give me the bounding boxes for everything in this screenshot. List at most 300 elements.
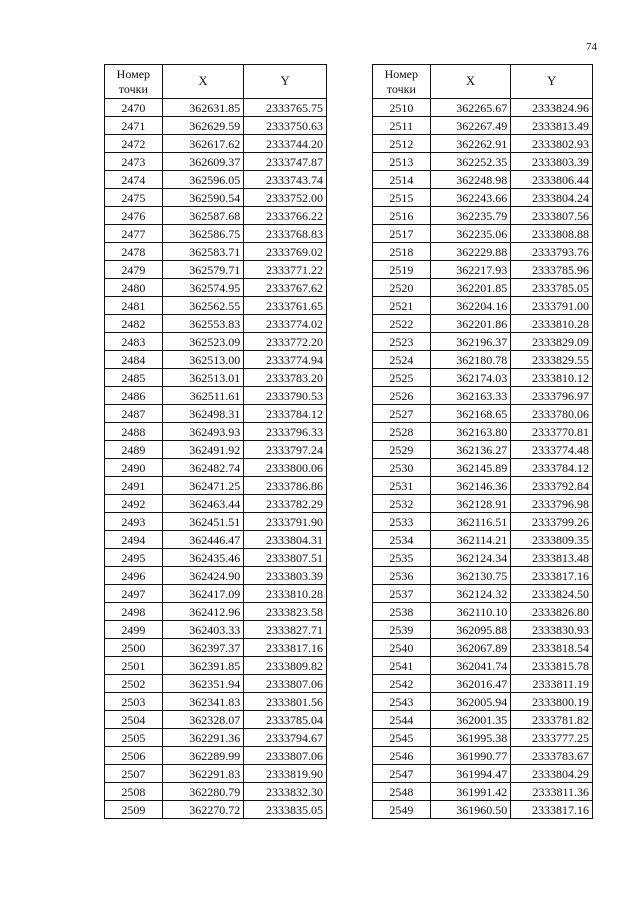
point-number-cell: 2484 — [105, 351, 163, 369]
point-number-cell: 2509 — [105, 801, 163, 819]
page-number: 74 — [586, 41, 597, 53]
y-coordinate-cell: 2333815.78 — [511, 657, 593, 675]
point-number-cell: 2515 — [373, 189, 431, 207]
point-number-cell: 2498 — [105, 603, 163, 621]
point-number-cell: 2494 — [105, 531, 163, 549]
y-coordinate-cell: 2333808.88 — [511, 225, 593, 243]
table-header-row — [373, 65, 593, 99]
point-number-cell: 2502 — [105, 675, 163, 693]
table-row — [373, 765, 593, 783]
table-body-right — [373, 99, 593, 819]
y-coordinate-cell: 2333824.96 — [511, 99, 593, 117]
x-coordinate-cell: 362424.90 — [162, 567, 244, 585]
table-row — [105, 153, 327, 171]
y-coordinate-cell: 2333774.94 — [244, 351, 327, 369]
y-coordinate-cell: 2333767.62 — [244, 279, 327, 297]
y-coordinate-cell: 2333827.71 — [244, 621, 327, 639]
x-coordinate-cell: 361960.50 — [430, 801, 511, 819]
y-coordinate-cell: 2333780.06 — [511, 405, 593, 423]
x-coordinate-cell: 362511.61 — [162, 387, 244, 405]
table-row — [105, 369, 327, 387]
x-coordinate-cell: 362095.88 — [430, 621, 511, 639]
x-coordinate-cell: 362235.06 — [430, 225, 511, 243]
y-coordinate-cell: 2333783.67 — [511, 747, 593, 765]
point-number-cell: 2545 — [373, 729, 431, 747]
point-number-cell: 2487 — [105, 405, 163, 423]
x-coordinate-cell: 362116.51 — [430, 513, 511, 531]
y-coordinate-cell: 2333835.05 — [244, 801, 327, 819]
x-coordinate-cell: 362590.54 — [162, 189, 244, 207]
point-number-cell: 2534 — [373, 531, 431, 549]
y-coordinate-cell: 2333784.12 — [244, 405, 327, 423]
y-coordinate-cell: 2333744.20 — [244, 135, 327, 153]
y-coordinate-cell: 2333810.28 — [511, 315, 593, 333]
y-coordinate-cell: 2333829.55 — [511, 351, 593, 369]
x-coordinate-cell: 362471.25 — [162, 477, 244, 495]
y-coordinate-cell: 2333807.51 — [244, 549, 327, 567]
table-row — [373, 513, 593, 531]
table-row — [105, 729, 327, 747]
point-number-cell: 2525 — [373, 369, 431, 387]
table-row — [373, 639, 593, 657]
x-coordinate-cell: 361991.42 — [430, 783, 511, 801]
point-number-cell: 2533 — [373, 513, 431, 531]
coordinates-table-right — [372, 64, 593, 819]
x-coordinate-cell: 362513.00 — [162, 351, 244, 369]
table-row — [373, 333, 593, 351]
table-row — [373, 531, 593, 549]
table-row — [373, 459, 593, 477]
y-coordinate-cell: 2333807.56 — [511, 207, 593, 225]
point-number-cell: 2544 — [373, 711, 431, 729]
y-coordinate-cell: 2333743.74 — [244, 171, 327, 189]
x-coordinate-cell: 362463.44 — [162, 495, 244, 513]
point-number-cell: 2488 — [105, 423, 163, 441]
table-row — [373, 567, 593, 585]
x-coordinate-cell: 362629.59 — [162, 117, 244, 135]
point-number-cell: 2536 — [373, 567, 431, 585]
y-coordinate-cell: 2333796.33 — [244, 423, 327, 441]
x-coordinate-cell: 362201.85 — [430, 279, 511, 297]
y-coordinate-cell: 2333832.30 — [244, 783, 327, 801]
y-coordinate-cell: 2333783.20 — [244, 369, 327, 387]
x-coordinate-cell: 362235.79 — [430, 207, 511, 225]
table-row — [105, 549, 327, 567]
y-coordinate-cell: 2333791.90 — [244, 513, 327, 531]
point-number-cell: 2511 — [373, 117, 431, 135]
point-number-cell: 2524 — [373, 351, 431, 369]
table-row — [105, 261, 327, 279]
y-coordinate-cell: 2333796.98 — [511, 495, 593, 513]
y-coordinate-cell: 2333818.54 — [511, 639, 593, 657]
point-number-cell: 2540 — [373, 639, 431, 657]
table-row — [373, 243, 593, 261]
table-row — [105, 693, 327, 711]
x-coordinate-cell: 362596.05 — [162, 171, 244, 189]
y-coordinate-cell: 2333777.25 — [511, 729, 593, 747]
x-coordinate-cell: 362446.47 — [162, 531, 244, 549]
x-coordinate-cell: 362265.67 — [430, 99, 511, 117]
y-coordinate-cell: 2333807.06 — [244, 675, 327, 693]
point-number-cell: 2478 — [105, 243, 163, 261]
y-coordinate-cell: 2333784.12 — [511, 459, 593, 477]
table-row — [373, 369, 593, 387]
y-coordinate-cell: 2333823.58 — [244, 603, 327, 621]
table-row — [105, 747, 327, 765]
table-body-left — [105, 99, 327, 819]
x-coordinate-cell: 362201.86 — [430, 315, 511, 333]
y-header: Y — [511, 65, 593, 99]
x-coordinate-cell: 362523.09 — [162, 333, 244, 351]
x-coordinate-cell: 361994.47 — [430, 765, 511, 783]
table-row — [373, 747, 593, 765]
x-coordinate-cell: 362412.96 — [162, 603, 244, 621]
x-coordinate-cell: 362341.83 — [162, 693, 244, 711]
table-row — [105, 315, 327, 333]
point-number-cell: 2490 — [105, 459, 163, 477]
y-coordinate-cell: 2333803.39 — [244, 567, 327, 585]
x-coordinate-cell: 362130.75 — [430, 567, 511, 585]
x-coordinate-cell: 362110.10 — [430, 603, 511, 621]
point-number-cell: 2519 — [373, 261, 431, 279]
y-coordinate-cell: 2333772.20 — [244, 333, 327, 351]
point-number-cell: 2499 — [105, 621, 163, 639]
point-number-cell: 2470 — [105, 99, 163, 117]
point-number-header — [373, 65, 431, 99]
table-row — [105, 711, 327, 729]
point-number-cell: 2500 — [105, 639, 163, 657]
point-number-cell: 2485 — [105, 369, 163, 387]
x-coordinate-cell: 362174.03 — [430, 369, 511, 387]
table-row — [105, 765, 327, 783]
y-coordinate-cell: 2333786.86 — [244, 477, 327, 495]
x-coordinate-cell: 362617.62 — [162, 135, 244, 153]
y-coordinate-cell: 2333817.16 — [511, 567, 593, 585]
point-number-cell: 2529 — [373, 441, 431, 459]
point-number-cell: 2542 — [373, 675, 431, 693]
y-coordinate-cell: 2333774.48 — [511, 441, 593, 459]
y-coordinate-cell: 2333817.16 — [511, 801, 593, 819]
x-coordinate-cell: 362482.74 — [162, 459, 244, 477]
x-coordinate-cell: 362417.09 — [162, 585, 244, 603]
x-coordinate-cell: 362631.85 — [162, 99, 244, 117]
point-number-cell: 2516 — [373, 207, 431, 225]
y-coordinate-cell: 2333750.63 — [244, 117, 327, 135]
x-coordinate-cell: 362005.94 — [430, 693, 511, 711]
x-coordinate-cell: 362180.78 — [430, 351, 511, 369]
point-number-cell: 2477 — [105, 225, 163, 243]
point-number-cell: 2526 — [373, 387, 431, 405]
y-coordinate-cell: 2333809.82 — [244, 657, 327, 675]
point-number-cell: 2520 — [373, 279, 431, 297]
x-coordinate-cell: 361995.38 — [430, 729, 511, 747]
point-number-cell: 2538 — [373, 603, 431, 621]
x-coordinate-cell: 362146.36 — [430, 477, 511, 495]
table-row — [105, 387, 327, 405]
point-number-cell: 2528 — [373, 423, 431, 441]
x-coordinate-cell: 362562.55 — [162, 297, 244, 315]
point-number-cell: 2543 — [373, 693, 431, 711]
y-coordinate-cell: 2333813.49 — [511, 117, 593, 135]
point-number-cell: 2489 — [105, 441, 163, 459]
point-number-header-line2: точки — [118, 81, 148, 96]
x-coordinate-cell: 362280.79 — [162, 783, 244, 801]
point-number-cell: 2512 — [373, 135, 431, 153]
point-number-header — [105, 65, 163, 99]
table-row — [105, 495, 327, 513]
y-coordinate-cell: 2333800.06 — [244, 459, 327, 477]
table-row — [373, 783, 593, 801]
x-header: X — [162, 65, 244, 99]
x-coordinate-cell: 362587.68 — [162, 207, 244, 225]
table-row — [373, 351, 593, 369]
y-coordinate-cell: 2333824.50 — [511, 585, 593, 603]
point-number-cell: 2503 — [105, 693, 163, 711]
point-number-cell: 2507 — [105, 765, 163, 783]
x-coordinate-cell: 362491.92 — [162, 441, 244, 459]
x-coordinate-cell: 362262.91 — [430, 135, 511, 153]
coordinates-table-left — [104, 64, 327, 819]
x-coordinate-cell: 362574.95 — [162, 279, 244, 297]
point-number-cell: 2474 — [105, 171, 163, 189]
table-row — [373, 675, 593, 693]
point-number-cell: 2480 — [105, 279, 163, 297]
point-number-cell: 2471 — [105, 117, 163, 135]
point-number-cell: 2530 — [373, 459, 431, 477]
x-coordinate-cell: 362553.83 — [162, 315, 244, 333]
x-coordinate-cell: 362403.33 — [162, 621, 244, 639]
x-coordinate-cell: 362136.27 — [430, 441, 511, 459]
table-row — [373, 405, 593, 423]
y-coordinate-cell: 2333810.28 — [244, 585, 327, 603]
point-number-cell: 2492 — [105, 495, 163, 513]
x-coordinate-cell: 362016.47 — [430, 675, 511, 693]
point-number-cell: 2521 — [373, 297, 431, 315]
table-row — [373, 603, 593, 621]
y-coordinate-cell: 2333817.16 — [244, 639, 327, 657]
point-number-cell: 2549 — [373, 801, 431, 819]
x-coordinate-cell: 362204.16 — [430, 297, 511, 315]
y-coordinate-cell: 2333785.05 — [511, 279, 593, 297]
y-coordinate-cell: 2333804.31 — [244, 531, 327, 549]
y-coordinate-cell: 2333785.04 — [244, 711, 327, 729]
y-coordinate-cell: 2333826.80 — [511, 603, 593, 621]
x-coordinate-cell: 362168.65 — [430, 405, 511, 423]
point-number-cell: 2483 — [105, 333, 163, 351]
x-coordinate-cell: 362513.01 — [162, 369, 244, 387]
table-row — [105, 333, 327, 351]
table-row — [373, 441, 593, 459]
y-coordinate-cell: 2333792.84 — [511, 477, 593, 495]
point-number-cell: 2535 — [373, 549, 431, 567]
x-coordinate-cell: 362583.71 — [162, 243, 244, 261]
x-coordinate-cell: 362351.94 — [162, 675, 244, 693]
x-coordinate-cell: 362248.98 — [430, 171, 511, 189]
x-coordinate-cell: 362128.91 — [430, 495, 511, 513]
point-number-cell: 2518 — [373, 243, 431, 261]
point-number-cell: 2481 — [105, 297, 163, 315]
y-coordinate-cell: 2333829.09 — [511, 333, 593, 351]
y-coordinate-cell: 2333811.19 — [511, 675, 593, 693]
table-row — [105, 621, 327, 639]
x-coordinate-cell: 362291.83 — [162, 765, 244, 783]
y-coordinate-cell: 2333830.93 — [511, 621, 593, 639]
table-row — [373, 297, 593, 315]
table-row — [373, 693, 593, 711]
point-number-cell: 2510 — [373, 99, 431, 117]
x-coordinate-cell: 362145.89 — [430, 459, 511, 477]
table-row — [105, 351, 327, 369]
table-row — [373, 189, 593, 207]
x-coordinate-cell: 362451.51 — [162, 513, 244, 531]
x-coordinate-cell: 362001.35 — [430, 711, 511, 729]
y-coordinate-cell: 2333809.35 — [511, 531, 593, 549]
y-coordinate-cell: 2333811.36 — [511, 783, 593, 801]
point-number-cell: 2482 — [105, 315, 163, 333]
y-coordinate-cell: 2333768.83 — [244, 225, 327, 243]
table-row — [105, 279, 327, 297]
x-coordinate-cell: 362270.72 — [162, 801, 244, 819]
y-coordinate-cell: 2333819.90 — [244, 765, 327, 783]
y-coordinate-cell: 2333781.82 — [511, 711, 593, 729]
table-row — [373, 621, 593, 639]
point-number-cell: 2497 — [105, 585, 163, 603]
x-coordinate-cell: 362196.37 — [430, 333, 511, 351]
x-coordinate-cell: 362397.37 — [162, 639, 244, 657]
x-coordinate-cell: 362067.89 — [430, 639, 511, 657]
y-coordinate-cell: 2333804.29 — [511, 765, 593, 783]
x-coordinate-cell: 362163.80 — [430, 423, 511, 441]
table-row — [373, 261, 593, 279]
point-number-cell: 2514 — [373, 171, 431, 189]
point-number-cell: 2486 — [105, 387, 163, 405]
x-coordinate-cell: 362124.32 — [430, 585, 511, 603]
point-number-cell: 2476 — [105, 207, 163, 225]
table-row — [373, 207, 593, 225]
y-coordinate-cell: 2333785.96 — [511, 261, 593, 279]
table-row — [105, 297, 327, 315]
table-row — [105, 225, 327, 243]
point-number-cell: 2548 — [373, 783, 431, 801]
x-coordinate-cell: 362229.88 — [430, 243, 511, 261]
y-coordinate-cell: 2333766.22 — [244, 207, 327, 225]
y-coordinate-cell: 2333791.00 — [511, 297, 593, 315]
y-coordinate-cell: 2333802.93 — [511, 135, 593, 153]
y-coordinate-cell: 2333774.02 — [244, 315, 327, 333]
y-coordinate-cell: 2333752.00 — [244, 189, 327, 207]
y-coordinate-cell: 2333770.81 — [511, 423, 593, 441]
table-row — [105, 477, 327, 495]
y-coordinate-cell: 2333771.22 — [244, 261, 327, 279]
point-number-cell: 2496 — [105, 567, 163, 585]
table-row — [373, 711, 593, 729]
point-number-cell: 2479 — [105, 261, 163, 279]
point-number-cell: 2541 — [373, 657, 431, 675]
point-number-cell: 2523 — [373, 333, 431, 351]
table-row — [105, 441, 327, 459]
table-row — [373, 657, 593, 675]
y-coordinate-cell: 2333790.53 — [244, 387, 327, 405]
table-row — [105, 585, 327, 603]
x-coordinate-cell: 362124.34 — [430, 549, 511, 567]
point-number-cell: 2495 — [105, 549, 163, 567]
point-number-cell: 2472 — [105, 135, 163, 153]
table-row — [373, 315, 593, 333]
table-row — [373, 171, 593, 189]
y-coordinate-cell: 2333813.48 — [511, 549, 593, 567]
table-row — [373, 117, 593, 135]
table-row — [105, 207, 327, 225]
y-coordinate-cell: 2333806.44 — [511, 171, 593, 189]
table-row — [105, 171, 327, 189]
x-coordinate-cell: 362289.99 — [162, 747, 244, 765]
point-number-cell: 2537 — [373, 585, 431, 603]
y-coordinate-cell: 2333807.06 — [244, 747, 327, 765]
table-row — [105, 801, 327, 819]
x-coordinate-cell: 362328.07 — [162, 711, 244, 729]
y-coordinate-cell: 2333796.97 — [511, 387, 593, 405]
point-number-cell: 2504 — [105, 711, 163, 729]
point-number-cell: 2505 — [105, 729, 163, 747]
x-coordinate-cell: 362041.74 — [430, 657, 511, 675]
table-header-row — [105, 65, 327, 99]
table-row — [105, 189, 327, 207]
point-number-cell: 2475 — [105, 189, 163, 207]
table-row — [373, 477, 593, 495]
y-coordinate-cell: 2333799.26 — [511, 513, 593, 531]
point-number-cell: 2501 — [105, 657, 163, 675]
point-number-cell: 2473 — [105, 153, 163, 171]
point-number-cell: 2539 — [373, 621, 431, 639]
point-number-cell: 2491 — [105, 477, 163, 495]
y-coordinate-cell: 2333800.19 — [511, 693, 593, 711]
point-number-cell: 2532 — [373, 495, 431, 513]
point-number-header-line1: Номер — [384, 66, 418, 81]
table-row — [105, 513, 327, 531]
x-coordinate-cell: 362267.49 — [430, 117, 511, 135]
x-coordinate-cell: 362586.75 — [162, 225, 244, 243]
point-number-cell: 2506 — [105, 747, 163, 765]
point-number-header-line1: Номер — [116, 66, 151, 81]
x-coordinate-cell: 362498.31 — [162, 405, 244, 423]
y-coordinate-cell: 2333761.65 — [244, 297, 327, 315]
table-row — [105, 243, 327, 261]
y-coordinate-cell: 2333803.39 — [511, 153, 593, 171]
table-row — [105, 405, 327, 423]
table-row — [105, 603, 327, 621]
point-number-cell: 2493 — [105, 513, 163, 531]
table-row — [105, 675, 327, 693]
y-header: Y — [244, 65, 327, 99]
table-row — [105, 567, 327, 585]
point-number-header-line2: точки — [386, 81, 416, 96]
y-coordinate-cell: 2333794.67 — [244, 729, 327, 747]
x-coordinate-cell: 362493.93 — [162, 423, 244, 441]
y-coordinate-cell: 2333793.76 — [511, 243, 593, 261]
table-row — [373, 387, 593, 405]
x-coordinate-cell: 362114.21 — [430, 531, 511, 549]
table-row — [105, 531, 327, 549]
table-row — [105, 657, 327, 675]
table-row — [373, 801, 593, 819]
y-coordinate-cell: 2333765.75 — [244, 99, 327, 117]
table-row — [373, 495, 593, 513]
table-row — [373, 135, 593, 153]
table-row — [105, 639, 327, 657]
y-coordinate-cell: 2333747.87 — [244, 153, 327, 171]
x-coordinate-cell: 362609.37 — [162, 153, 244, 171]
point-number-cell: 2547 — [373, 765, 431, 783]
